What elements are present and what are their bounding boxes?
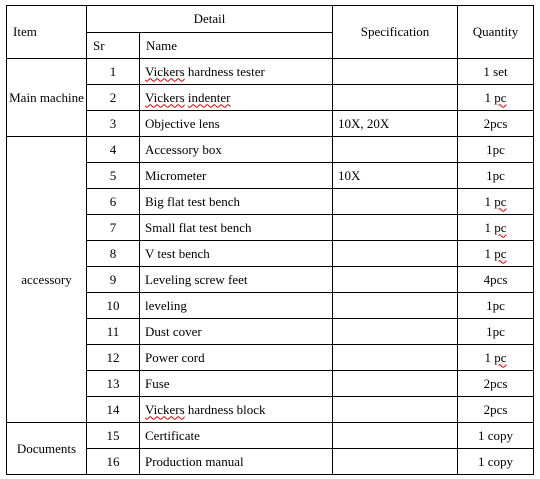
quantity-cell: 1 copy (458, 423, 534, 449)
name-header: Name (140, 33, 333, 59)
name-cell: Power cord (140, 345, 333, 371)
name-cell: Objective lens (140, 111, 333, 137)
sr-cell: 5 (87, 163, 140, 189)
spellcheck-underlined-word: pc (494, 349, 507, 365)
header-row-1 (7, 6, 534, 33)
quantity-cell: 2pcs (458, 371, 534, 397)
sr-cell: 4 (87, 137, 140, 163)
specification-cell (333, 241, 458, 267)
name-cell: Vickers hardness tester (140, 59, 333, 85)
specification-cell (333, 59, 458, 85)
sr-cell: 16 (87, 449, 140, 475)
specification-cell (333, 189, 458, 215)
detail-header: Detail (87, 6, 333, 33)
sr-cell: 1 (87, 59, 140, 85)
table-row (7, 371, 534, 397)
name-cell: Accessory box (140, 137, 333, 163)
table-row (7, 241, 534, 267)
sr-cell: 2 (87, 85, 140, 111)
sr-cell: 13 (87, 371, 140, 397)
table-body (7, 59, 534, 475)
name-cell: V test bench (140, 241, 333, 267)
specification-cell (333, 215, 458, 241)
table-row (7, 319, 534, 345)
quantity-cell: 2pcs (458, 397, 534, 423)
name-cell: Production manual (140, 449, 333, 475)
sr-cell: 6 (87, 189, 140, 215)
quantity-cell: 1pc (458, 163, 534, 189)
spellcheck-underlined-word: Vickers (145, 89, 185, 105)
name-cell: Micrometer (140, 163, 333, 189)
table-row (7, 449, 534, 475)
name-cell: Certificate (140, 423, 333, 449)
quantity-cell: 1 set (458, 59, 534, 85)
specification-cell (333, 319, 458, 345)
table-row (7, 59, 534, 85)
spellcheck-underlined-word: pc (494, 193, 507, 209)
spellcheck-underlined-word: pc (494, 89, 507, 105)
table-row (7, 293, 534, 319)
specification-cell (333, 293, 458, 319)
name-cell (140, 85, 333, 111)
sr-cell: 8 (87, 241, 140, 267)
quantity-cell: 1 pc (458, 241, 534, 267)
spellcheck-underlined-word: Vickers (145, 401, 185, 417)
name-cell: Fuse (140, 371, 333, 397)
sr-header: Sr (87, 33, 140, 59)
table-row (7, 85, 534, 111)
table-row (7, 189, 534, 215)
sr-cell: 11 (87, 319, 140, 345)
spellcheck-underlined-word: pc (494, 219, 507, 235)
sr-cell: 12 (87, 345, 140, 371)
packing-list-table (6, 5, 534, 475)
quantity-cell: 1pc (458, 319, 534, 345)
table-row (7, 345, 534, 371)
table-row (7, 137, 534, 163)
specification-cell (333, 371, 458, 397)
table-row (7, 423, 534, 449)
name-cell: Leveling screw feet (140, 267, 333, 293)
table-row (7, 215, 534, 241)
specification-cell (333, 267, 458, 293)
name-cell: Vickers hardness block (140, 397, 333, 423)
table-row (7, 397, 534, 423)
sr-cell: 14 (87, 397, 140, 423)
quantity-cell: 1pc (458, 137, 534, 163)
specification-cell (333, 85, 458, 111)
spellcheck-underlined-word: pc (494, 245, 507, 261)
quantity-cell: 1 pc (458, 189, 534, 215)
table-row (7, 267, 534, 293)
name-cell: Small flat test bench (140, 215, 333, 241)
quantity-cell: 1pc (458, 293, 534, 319)
sr-cell: 3 (87, 111, 140, 137)
sr-cell: 15 (87, 423, 140, 449)
sr-cell: 7 (87, 215, 140, 241)
quantity-header: Quantity (458, 6, 534, 59)
specification-cell (333, 345, 458, 371)
name-cell: Dust cover (140, 319, 333, 345)
quantity-cell: 2pcs (458, 111, 534, 137)
name-cell: Big flat test bench (140, 189, 333, 215)
quantity-cell: 4pcs (458, 267, 534, 293)
specification-header: Specification (333, 6, 458, 59)
item-group-label: accessory (7, 137, 87, 423)
specification-cell (333, 449, 458, 475)
item-group-label: Documents (7, 423, 87, 475)
specification-cell: 10X (333, 163, 458, 189)
quantity-cell: 1 copy (458, 449, 534, 475)
table-row (7, 111, 534, 137)
specification-cell (333, 137, 458, 163)
specification-cell (333, 397, 458, 423)
item-header: Item (7, 6, 87, 59)
spellcheck-underlined-word: indenter (187, 89, 231, 105)
table-row (7, 163, 534, 189)
quantity-cell: 1 pc (458, 85, 534, 111)
item-group-label: Main machine (7, 59, 87, 137)
quantity-cell: 1 pc (458, 215, 534, 241)
spellcheck-underlined-word: Vickers (145, 63, 185, 79)
specification-cell: 10X, 20X (333, 111, 458, 137)
sr-cell: 9 (87, 267, 140, 293)
name-cell: leveling (140, 293, 333, 319)
quantity-cell: 1 pc (458, 345, 534, 371)
specification-cell (333, 423, 458, 449)
sr-cell: 10 (87, 293, 140, 319)
